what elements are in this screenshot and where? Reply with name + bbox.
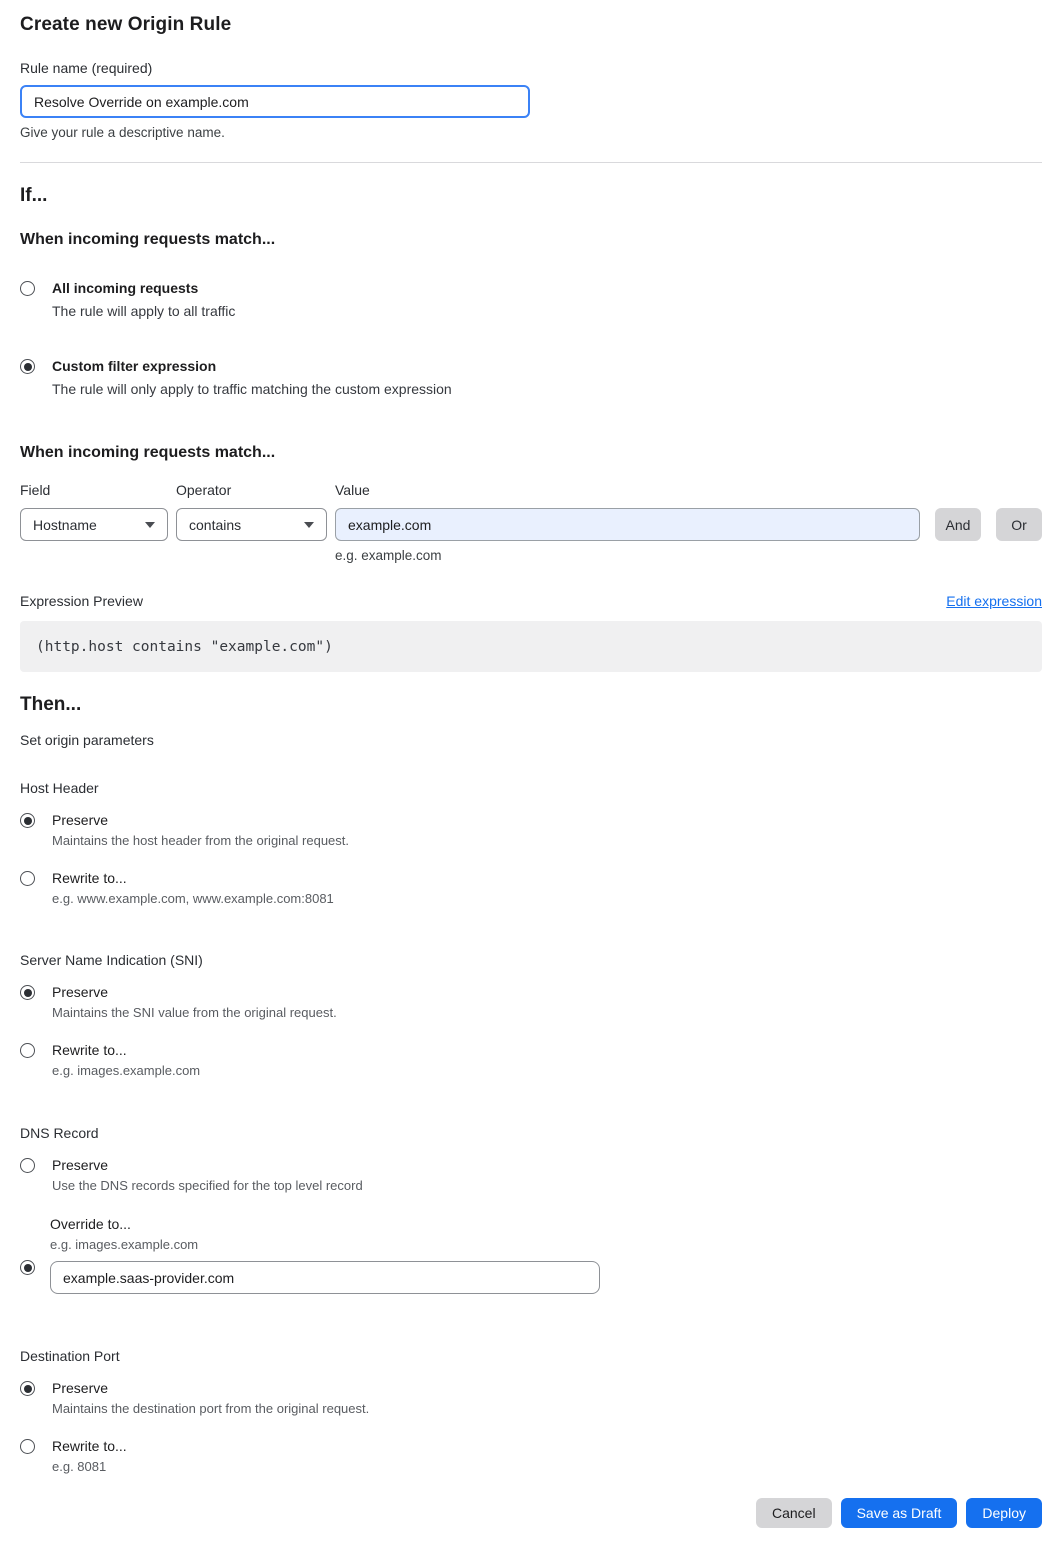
edit-expression-link[interactable]: Edit expression — [946, 593, 1042, 609]
expression-preview-box — [20, 621, 1042, 672]
host-header-label: Host Header — [20, 780, 99, 796]
option-description: Maintains the host header from the original request. — [52, 833, 350, 848]
option-description: Maintains the SNI value from the original request. — [52, 1005, 337, 1020]
option-label: Rewrite to... — [52, 870, 127, 886]
operator-select[interactable] — [176, 508, 327, 541]
dns-override-input[interactable] — [50, 1261, 600, 1294]
chevron-down-icon — [304, 522, 314, 528]
rule-name-helper: Give your rule a descriptive name. — [20, 125, 225, 140]
if-heading: If... — [20, 185, 48, 206]
cancel-button[interactable]: Cancel — [756, 1498, 832, 1528]
port-option-preserve[interactable] — [20, 1380, 1042, 1416]
option-description: The rule will only apply to traffic matching the custom expression — [52, 381, 452, 397]
option-description: Use the DNS records specified for the top level record — [52, 1178, 363, 1193]
radio-host-header-rewrite[interactable] — [20, 871, 35, 886]
field-select-value: Hostname — [33, 516, 97, 533]
or-button[interactable]: Or — [996, 508, 1042, 541]
expression-code: (http.host contains "example.com") — [36, 638, 333, 655]
expression-builder-row — [20, 508, 1042, 541]
option-label: Preserve — [52, 1380, 109, 1396]
host-header-option-preserve[interactable] — [20, 812, 1042, 848]
radio-port-rewrite[interactable] — [20, 1439, 35, 1454]
option-label: Preserve — [52, 1157, 109, 1173]
option-all-incoming-requests[interactable] — [20, 280, 1042, 319]
radio-port-preserve[interactable] — [20, 1381, 35, 1396]
radio-dns-override[interactable] — [20, 1260, 35, 1275]
option-label: Preserve — [52, 812, 109, 828]
sni-option-preserve[interactable] — [20, 984, 1042, 1020]
radio-all-incoming-requests[interactable] — [20, 281, 35, 296]
sni-label: Server Name Indication (SNI) — [20, 952, 203, 968]
value-input[interactable] — [335, 508, 920, 541]
if-subheading: When incoming requests match... — [20, 231, 276, 248]
section-divider — [20, 162, 1042, 163]
override-label: Override to... — [50, 1216, 131, 1232]
sni-option-rewrite[interactable] — [20, 1042, 1042, 1078]
option-label: Custom filter expression — [52, 358, 217, 374]
radio-dns-preserve[interactable] — [20, 1158, 35, 1173]
radio-sni-preserve[interactable] — [20, 985, 35, 1000]
option-description: e.g. 8081 — [52, 1459, 107, 1474]
dns-option-preserve[interactable] — [20, 1157, 1042, 1193]
expression-preview-label: Expression Preview — [20, 593, 143, 609]
then-subheading: Set origin parameters — [20, 732, 154, 748]
builder-heading: When incoming requests match... — [20, 444, 276, 461]
builder-column-labels — [20, 482, 1042, 498]
radio-custom-filter-expression[interactable] — [20, 359, 35, 374]
destination-port-label: Destination Port — [20, 1348, 120, 1364]
option-description: The rule will apply to all traffic — [52, 303, 236, 319]
radio-host-header-preserve[interactable] — [20, 813, 35, 828]
rule-name-input[interactable] — [20, 85, 530, 118]
option-custom-filter-expression[interactable] — [20, 358, 1042, 397]
page-title: Create new Origin Rule — [20, 14, 232, 35]
override-helper: e.g. images.example.com — [50, 1237, 199, 1252]
option-description: e.g. images.example.com — [52, 1063, 201, 1078]
dns-option-override[interactable] — [20, 1216, 1042, 1294]
and-button[interactable]: And — [935, 508, 981, 541]
deploy-button[interactable]: Deploy — [966, 1498, 1042, 1528]
host-header-option-rewrite[interactable] — [20, 870, 1042, 906]
field-select[interactable] — [20, 508, 168, 541]
operator-select-value: contains — [189, 516, 242, 533]
option-label: Rewrite to... — [52, 1042, 127, 1058]
option-description: e.g. www.example.com, www.example.com:8081 — [52, 891, 334, 906]
save-as-draft-button[interactable]: Save as Draft — [841, 1498, 958, 1528]
field-label: Field — [20, 482, 51, 498]
dns-record-label: DNS Record — [20, 1125, 99, 1141]
option-description: Maintains the destination port from the original request. — [52, 1401, 370, 1416]
then-heading: Then... — [20, 694, 82, 715]
radio-sni-rewrite[interactable] — [20, 1043, 35, 1058]
value-label: Value — [335, 482, 370, 498]
option-label: Rewrite to... — [52, 1438, 127, 1454]
footer-actions — [20, 1498, 1042, 1528]
chevron-down-icon — [145, 522, 155, 528]
port-option-rewrite[interactable] — [20, 1438, 1042, 1474]
option-label: Preserve — [52, 984, 109, 1000]
option-label: All incoming requests — [52, 280, 199, 296]
rule-name-label: Rule name (required) — [20, 60, 153, 76]
operator-label: Operator — [176, 482, 232, 498]
value-helper: e.g. example.com — [335, 548, 442, 563]
expression-preview-header — [20, 593, 1042, 609]
